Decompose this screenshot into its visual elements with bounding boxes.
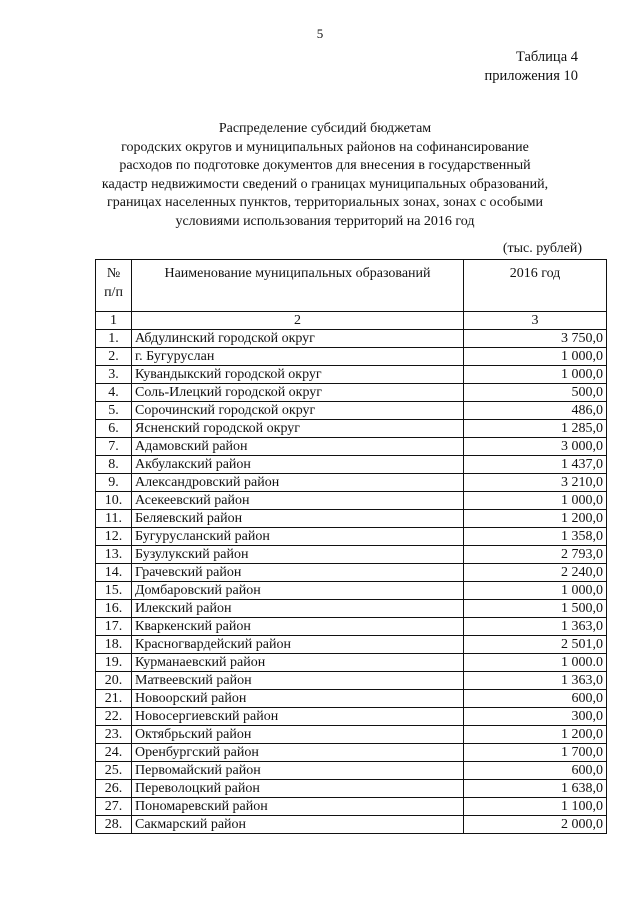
municipality-name: Новоорский район [132,690,464,708]
table-row [96,582,607,600]
title-line: городских округов и муниципальных районов на софинансирование [121,139,529,155]
subsidy-amount: 486,0 [464,402,607,420]
row-number: 16. [96,600,132,618]
subsidy-amount: 600,0 [464,762,607,780]
table-row [96,438,607,456]
municipality-name: Бугурусланский район [132,528,464,546]
row-number: 22. [96,708,132,726]
row-number: 12. [96,528,132,546]
table-row [96,366,607,384]
subsidy-amount: 1 363,0 [464,618,607,636]
subsidy-amount: 2 501,0 [464,636,607,654]
row-number: 9. [96,474,132,492]
municipality-name: Новосергиевский район [132,708,464,726]
table-row [96,384,607,402]
municipality-name: Матвеевский район [132,672,464,690]
municipality-name: Абдулинский городской округ [132,330,464,348]
municipality-name: Илекский район [132,600,464,618]
table-row [96,654,607,672]
title-line: расходов по подготовке документов для внесения в государственный [119,158,531,173]
table-row [96,528,607,546]
subsidy-amount: 1 000,0 [464,582,607,600]
subsidy-amount: 1 285,0 [464,420,607,438]
title-line: Распределение субсидий бюджетам [218,121,432,136]
subsidy-amount: 1 500,0 [464,600,607,618]
subsidy-amount: 1 000,0 [464,492,607,510]
municipality-name: Красногвардейский район [132,636,464,654]
column-index: 2 [132,312,464,330]
municipality-name: Первомайский район [132,762,464,780]
subsidy-amount: 1 437,0 [464,456,607,474]
subsidy-amount: 3 000,0 [464,438,607,456]
table-row [96,348,607,366]
column-index: 3 [464,312,607,330]
municipality-name: Курманаевский район [132,654,464,672]
subsidy-amount: 2 793,0 [464,546,607,564]
subsidy-amount: 1 100,0 [464,798,607,816]
table-row [96,474,607,492]
table-row [96,510,607,528]
municipality-name: Соль-Илецкий городской округ [132,384,464,402]
row-number: 13. [96,546,132,564]
subsidy-amount: 2 240,0 [464,564,607,582]
subsidy-amount: 300,0 [464,708,607,726]
header-number [96,260,132,312]
table-row [96,798,607,816]
subsidy-amount: 1 000,0 [464,348,607,366]
units-label: (тыс. рублей) [502,241,582,256]
subsidy-amount: 1 000.0 [464,654,607,672]
table-row [96,564,607,582]
subsidy-amount: 1 200,0 [464,510,607,528]
row-number: 14. [96,564,132,582]
table-row [96,726,607,744]
municipality-name: Сорочинский городской округ [132,402,464,420]
subsidy-amount: 1 200,0 [464,726,607,744]
municipality-name: Бузулукский район [132,546,464,564]
subsidy-amount: 1 358,0 [464,528,607,546]
table-row [96,762,607,780]
row-number: 23. [96,726,132,744]
title-line: условиями использования территорий на 2016 год [175,213,475,229]
column-index-row [96,312,607,330]
subsidy-amount: 3 750,0 [464,330,607,348]
municipality-name: Кваркенский район [132,618,464,636]
row-number: 8. [96,456,132,474]
row-number: 5. [96,402,132,420]
municipality-name: Пономаревский район [132,798,464,816]
row-number: 25. [96,762,132,780]
row-number: 7. [96,438,132,456]
subsidy-amount: 2 000,0 [464,816,607,834]
subsidy-amount: 500,0 [464,384,607,402]
subsidy-table [95,259,607,834]
subsidy-amount: 1 700,0 [464,744,607,762]
row-number: 3. [96,366,132,384]
table-row [96,708,607,726]
row-number: 6. [96,420,132,438]
row-number: 15. [96,582,132,600]
row-number: 19. [96,654,132,672]
table-row [96,672,607,690]
table-row [96,816,607,834]
table-ref-line2: приложения 10 [484,68,578,84]
municipality-name: Домбаровский район [132,582,464,600]
table-row [96,420,607,438]
table-row [96,690,607,708]
municipality-name: Сакмарский район [132,816,464,834]
table-row [96,492,607,510]
table-row [96,456,607,474]
table-body [96,312,607,834]
row-number: 4. [96,384,132,402]
municipality-name: Ясненский городской округ [132,420,464,438]
page-number: 5 [316,26,324,41]
table-row [96,546,607,564]
row-number: 21. [96,690,132,708]
subsidy-amount: 1 363,0 [464,672,607,690]
row-number: 26. [96,780,132,798]
table-reference [485,48,578,86]
municipality-name: Октябрьский район [132,726,464,744]
row-number: 20. [96,672,132,690]
table-ref-line1: Таблица 4 [515,49,578,65]
row-number: 1. [96,330,132,348]
table-row [96,330,607,348]
row-number: 28. [96,816,132,834]
row-number: 2. [96,348,132,366]
municipality-name: Переволоцкий район [132,780,464,798]
municipality-name: Александровский район [132,474,464,492]
municipality-name: Адамовский район [132,438,464,456]
table-row [96,780,607,798]
municipality-name: Асекеевский район [132,492,464,510]
header-year: 2016 год [464,260,607,312]
municipality-name: Беляевский район [132,510,464,528]
municipality-name: Грачевский район [132,564,464,582]
row-number: 11. [96,510,132,528]
subsidy-amount: 3 210,0 [464,474,607,492]
row-number: 17. [96,618,132,636]
municipality-name: Оренбургский район [132,744,464,762]
table-row [96,618,607,636]
row-number: 18. [96,636,132,654]
table-row [96,636,607,654]
row-number: 27. [96,798,132,816]
table-row [96,402,607,420]
row-number: 10. [96,492,132,510]
title-line: кадастр недвижимости сведений о границах муниципальных образований, [101,176,549,192]
subsidy-amount: 1 638,0 [464,780,607,798]
municipality-name: Кувандыкский городской округ [132,366,464,384]
document-title [70,120,580,231]
header-number-line1: № [106,266,121,281]
table-header-row [96,260,607,312]
header-number-line2: п/п [104,285,123,300]
table-row [96,744,607,762]
column-index: 1 [96,312,132,330]
municipality-name: Акбулакский район [132,456,464,474]
subsidy-amount: 1 000,0 [464,366,607,384]
municipality-name: г. Бугуруслан [132,348,464,366]
table-row [96,600,607,618]
row-number: 24. [96,744,132,762]
title-line: границах населенных пунктов, территориальных зонах, зонах с особыми [106,195,543,210]
subsidy-amount: 600,0 [464,690,607,708]
header-name: Наименование муниципальных образований [132,260,464,312]
